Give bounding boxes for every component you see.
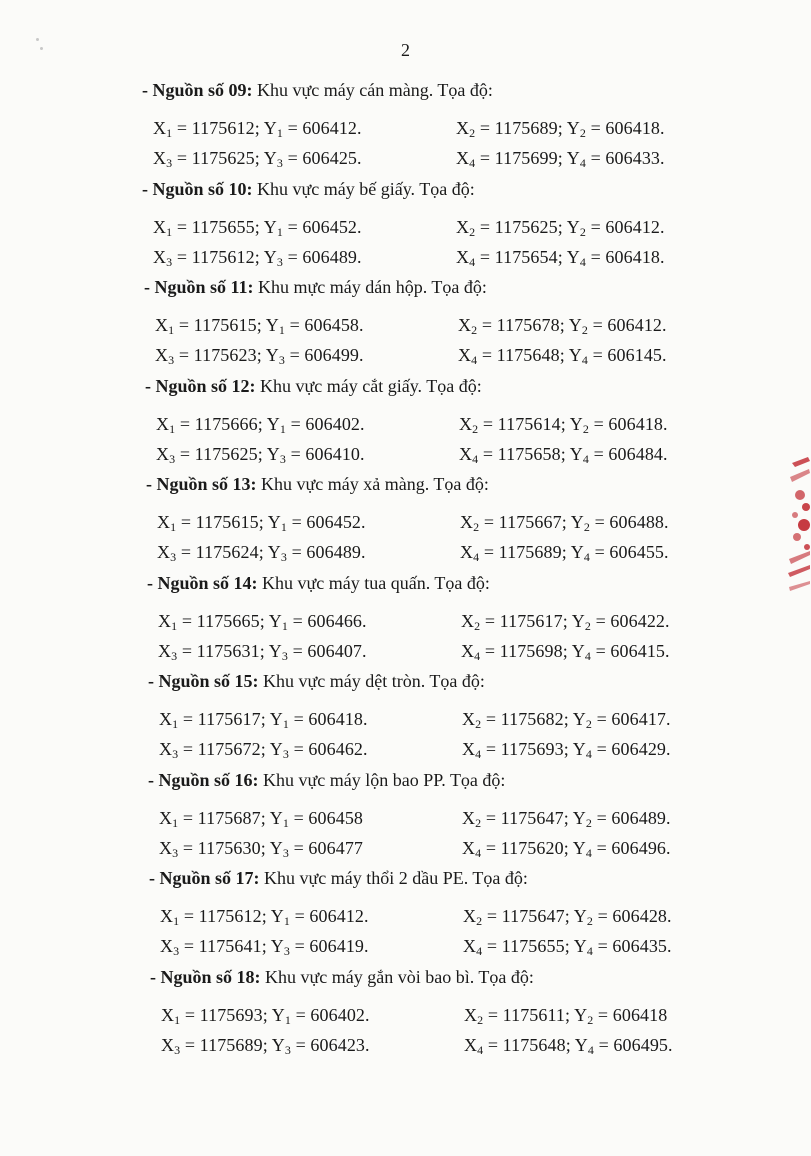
x-value: 1175647 (500, 807, 564, 828)
source-block (0, 671, 811, 770)
y-value: 606418 (608, 413, 664, 434)
terminator: . (364, 936, 369, 956)
terminator: . (363, 739, 368, 759)
x-value: 1175617 (499, 610, 563, 631)
coordinate-pair: $X_1 = 1175615$; $Y_1 = 606452$. (157, 512, 366, 534)
source-block (0, 474, 811, 573)
source-block (0, 573, 811, 672)
x-value: 1175647 (501, 906, 565, 926)
terminator: . (668, 1034, 673, 1055)
x-value: 1175631 (196, 640, 260, 661)
x-value: 1175625 (494, 216, 558, 237)
scan-speck (36, 38, 39, 41)
coordinate-pair: $X_2 = 1175614$; $Y_2 = 606418$. (459, 413, 668, 436)
source-label: - Nguồn số 09: (142, 80, 253, 100)
x-value: 1175625 (191, 148, 255, 168)
source-list (0, 80, 811, 1065)
y-value: 606488 (609, 512, 665, 532)
y-value: 606412 (607, 315, 663, 335)
x-value: 1175624 (195, 542, 259, 562)
terminator: . (362, 610, 367, 631)
y-value: 606412 (309, 906, 365, 926)
terminator: . (365, 1004, 370, 1025)
y-value: 606428 (612, 906, 668, 926)
terminator: . (665, 610, 670, 631)
source-description: Khu vực máy thổi 2 dầu PE. Tọa độ: (264, 868, 528, 888)
coordinate-pair: $X_1 = 1175612$; $Y_1 = 606412$. (160, 906, 369, 928)
coordinate-pair: $X_4 = 1175658$; $Y_4 = 606484$. (459, 443, 668, 466)
x-value: 1175620 (500, 837, 564, 858)
y-value: 606423 (310, 1034, 366, 1055)
coordinate-pair: $X_3 = 1175630$; $Y_3 = 606477$ (159, 837, 364, 860)
terminator: . (357, 246, 362, 267)
source-label: - Nguồn số 14: (147, 572, 258, 593)
coordinate-pair: $X_1 = 1175615$; $Y_1 = 606458$. (155, 315, 364, 337)
coordinate-pair: $X_4 = 1175693$; $Y_4 = 606429$. (462, 739, 671, 761)
coordinate-pair: $X_2 = 1175617$; $Y_2 = 606422$. (461, 610, 670, 633)
terminator: . (362, 640, 367, 661)
x-value: 1175689 (199, 1034, 263, 1055)
coordinate-pair: $X_4 = 1175699$; $Y_4 = 606433$. (456, 148, 665, 170)
coordinate-pair: $X_3 = 1175641$; $Y_3 = 606419$. (160, 936, 369, 958)
y-value: 606452 (302, 216, 358, 237)
source-description: Khu vực máy bế giấy. Tọa độ: (257, 178, 475, 199)
source-block (0, 868, 811, 967)
coordinate-pair: $X_3 = 1175631$; $Y_3 = 606407$. (158, 640, 367, 663)
y-value: 606499 (304, 345, 360, 365)
terminator: . (361, 512, 366, 532)
source-heading (150, 967, 534, 988)
terminator: . (660, 118, 665, 138)
y-value: 606458 (308, 807, 364, 828)
terminator: . (666, 739, 671, 759)
source-label: - Nguồn số 18: (150, 966, 261, 987)
y-value: 606402 (305, 413, 361, 434)
x-value: 1175678 (496, 315, 560, 335)
x-value: 1175667 (498, 512, 562, 532)
source-block (0, 376, 811, 475)
x-value: 1175614 (497, 413, 561, 434)
x-value: 1175617 (197, 709, 261, 729)
coordinate-pair: $X_1 = 1175693$; $Y_1 = 606402$. (161, 1004, 370, 1027)
x-value: 1175689 (498, 542, 562, 562)
coordinate-pair: $X_4 = 1175654$; $Y_4 = 606418$. (456, 246, 665, 269)
source-block (0, 179, 811, 278)
x-value: 1175654 (494, 246, 558, 267)
source-description: Khu vực máy cán màng. Tọa độ: (257, 80, 493, 100)
x-value: 1175693 (199, 1004, 263, 1025)
x-value: 1175648 (502, 1034, 566, 1055)
source-block (0, 967, 811, 1066)
coordinate-pair: $X_2 = 1175647$; $Y_2 = 606428$. (463, 906, 672, 928)
y-value: 606489 (306, 542, 362, 562)
x-value: 1175615 (195, 512, 259, 532)
terminator: . (360, 413, 365, 434)
coordinate-pair: $X_4 = 1175648$; $Y_4 = 606495$. (464, 1034, 673, 1057)
terminator: . (365, 1034, 370, 1055)
y-value: 606407 (307, 640, 363, 661)
coordinate-pair: $X_2 = 1175647$; $Y_2 = 606489$. (462, 807, 671, 830)
coordinate-pair: $X_1 = 1175666$; $Y_1 = 606402$. (156, 413, 365, 436)
source-block (0, 277, 811, 376)
source-label: - Nguồn số 12: (145, 375, 256, 396)
coordinate-pair: $X_3 = 1175612$; $Y_3 = 606489$. (153, 246, 362, 269)
x-value: 1175682 (500, 709, 564, 729)
y-value: 606417 (611, 709, 667, 729)
coordinate-pair: $X_2 = 1175689$; $Y_2 = 606418$. (456, 118, 665, 140)
terminator: . (364, 906, 369, 926)
coordinate-pair: $X_3 = 1175672$; $Y_3 = 606462$. (159, 739, 368, 761)
source-description: Khu vực máy lộn bao PP. Tọa độ: (263, 769, 506, 790)
y-value: 606418 (308, 709, 364, 729)
x-value: 1175641 (198, 936, 262, 956)
scan-speck (40, 47, 43, 50)
x-value: 1175648 (496, 345, 560, 365)
coordinate-pair: $X_2 = 1175682$; $Y_2 = 606417$. (462, 709, 671, 731)
y-value: 606419 (309, 936, 365, 956)
source-heading (144, 277, 487, 298)
source-label: - Nguồn số 17: (149, 868, 260, 888)
y-value: 606435 (612, 936, 668, 956)
terminator: . (361, 542, 366, 562)
y-value: 606433 (605, 148, 661, 168)
y-value: 606455 (609, 542, 665, 562)
coordinate-pair: $X_3 = 1175625$; $Y_3 = 606410$. (156, 443, 365, 466)
coordinate-pair: $X_1 = 1175687$; $Y_1 = 606458$ (159, 807, 364, 830)
coordinate-pair: $X_1 = 1175612$; $Y_1 = 606412$. (153, 118, 362, 140)
y-value: 606489 (611, 807, 667, 828)
source-label: - Nguồn số 16: (148, 769, 259, 790)
x-value: 1175693 (500, 739, 564, 759)
terminator: . (664, 542, 669, 562)
coordinate-pair: $X_3 = 1175625$; $Y_3 = 606425$. (153, 148, 362, 170)
coordinate-pair: $X_4 = 1175689$; $Y_4 = 606455$. (460, 542, 669, 564)
coordinate-pair: $X_2 = 1175611$; $Y_2 = 606418$ (464, 1004, 668, 1027)
x-value: 1175612 (191, 118, 255, 138)
terminator: . (357, 216, 362, 237)
x-value: 1175672 (197, 739, 261, 759)
terminator: . (363, 709, 368, 729)
y-value: 606484 (608, 443, 664, 464)
coordinate-pair: $X_4 = 1175648$; $Y_4 = 606145$. (458, 345, 667, 367)
source-heading (146, 474, 489, 495)
y-value: 606429 (611, 739, 667, 759)
coordinate-pair: $X_3 = 1175624$; $Y_3 = 606489$. (157, 542, 366, 564)
y-value: 606495 (613, 1034, 669, 1055)
x-value: 1175612 (198, 906, 262, 926)
y-value: 606412 (302, 118, 358, 138)
source-block (0, 770, 811, 869)
terminator: . (667, 906, 672, 926)
x-value: 1175698 (499, 640, 563, 661)
terminator: . (664, 512, 669, 532)
coordinate-pair: $X_2 = 1175667$; $Y_2 = 606488$. (460, 512, 669, 534)
y-value: 606418 (612, 1004, 668, 1025)
terminator: . (662, 345, 667, 365)
source-label: - Nguồn số 10: (142, 178, 253, 199)
x-value: 1175655 (501, 936, 565, 956)
y-value: 606412 (605, 216, 661, 237)
source-heading (142, 179, 475, 200)
terminator: . (357, 118, 362, 138)
terminator: . (663, 443, 668, 464)
y-value: 606422 (610, 610, 666, 631)
y-value: 606452 (306, 512, 362, 532)
source-heading (145, 376, 482, 397)
source-description: Khu vực máy dệt tròn. Tọa độ: (263, 671, 485, 691)
coordinate-pair: $X_4 = 1175655$; $Y_4 = 606435$. (463, 936, 672, 958)
y-value: 606402 (310, 1004, 366, 1025)
y-value: 606466 (307, 610, 363, 631)
x-value: 1175611 (502, 1004, 566, 1025)
terminator: . (660, 148, 665, 168)
source-heading (148, 770, 505, 791)
terminator: . (666, 807, 671, 828)
terminator: . (662, 315, 667, 335)
coordinate-pair: $X_1 = 1175655$; $Y_1 = 606452$. (153, 216, 362, 239)
source-description: Khu vực máy xả màng. Tọa độ: (261, 474, 489, 494)
source-heading (149, 868, 528, 889)
y-value: 606145 (607, 345, 663, 365)
x-value: 1175630 (197, 837, 261, 858)
page-number: 2 (401, 40, 410, 60)
source-label: - Nguồn số 15: (148, 671, 259, 691)
source-heading (147, 573, 490, 594)
y-value: 606462 (308, 739, 364, 759)
y-value: 606418 (605, 246, 661, 267)
source-label: - Nguồn số 11: (144, 277, 254, 297)
x-value: 1175689 (494, 118, 558, 138)
y-value: 606410 (305, 443, 361, 464)
x-value: 1175612 (191, 246, 255, 267)
source-block (0, 80, 811, 179)
x-value: 1175658 (497, 443, 561, 464)
x-value: 1175665 (196, 610, 260, 631)
y-value: 606458 (304, 315, 360, 335)
y-value: 606477 (308, 837, 364, 858)
source-heading (148, 671, 485, 692)
x-value: 1175655 (191, 216, 255, 237)
red-stamp-fragment (786, 455, 811, 600)
terminator: . (665, 640, 670, 661)
coordinate-pair: $X_3 = 1175623$; $Y_3 = 606499$. (155, 345, 364, 367)
terminator: . (663, 413, 668, 434)
y-value: 606489 (302, 246, 358, 267)
terminator: . (360, 443, 365, 464)
terminator: . (666, 837, 671, 858)
y-value: 606425 (302, 148, 358, 168)
terminator: . (359, 345, 364, 365)
coordinate-pair: $X_4 = 1175698$; $Y_4 = 606415$. (461, 640, 670, 663)
source-description: Khu mực máy dán hộp. Tọa độ: (258, 277, 487, 297)
terminator: . (359, 315, 364, 335)
source-label: - Nguồn số 13: (146, 474, 257, 494)
terminator: . (667, 936, 672, 956)
x-value: 1175623 (193, 345, 257, 365)
terminator: . (660, 246, 665, 267)
coordinate-pair: $X_3 = 1175689$; $Y_3 = 606423$. (161, 1034, 370, 1057)
x-value: 1175625 (194, 443, 258, 464)
coordinate-pair: $X_4 = 1175620$; $Y_4 = 606496$. (462, 837, 671, 860)
source-description: Khu vực máy cắt giấy. Tọa độ: (260, 375, 482, 396)
y-value: 606415 (610, 640, 666, 661)
coordinate-pair: $X_2 = 1175625$; $Y_2 = 606412$. (456, 216, 665, 239)
source-heading (142, 80, 493, 101)
source-description: Khu vực máy tua quấn. Tọa độ: (262, 572, 490, 593)
coordinate-pair: $X_2 = 1175678$; $Y_2 = 606412$. (458, 315, 667, 337)
y-value: 606496 (611, 837, 667, 858)
x-value: 1175687 (197, 807, 261, 828)
coordinate-pair: $X_1 = 1175665$; $Y_1 = 606466$. (158, 610, 367, 633)
x-value: 1175699 (494, 148, 558, 168)
terminator: . (666, 709, 671, 729)
x-value: 1175666 (194, 413, 258, 434)
y-value: 606418 (605, 118, 661, 138)
x-value: 1175615 (193, 315, 257, 335)
source-description: Khu vực máy gắn vòi bao bì. Tọa độ: (265, 966, 534, 987)
terminator: . (660, 216, 665, 237)
terminator: . (357, 148, 362, 168)
coordinate-pair: $X_1 = 1175617$; $Y_1 = 606418$. (159, 709, 368, 731)
